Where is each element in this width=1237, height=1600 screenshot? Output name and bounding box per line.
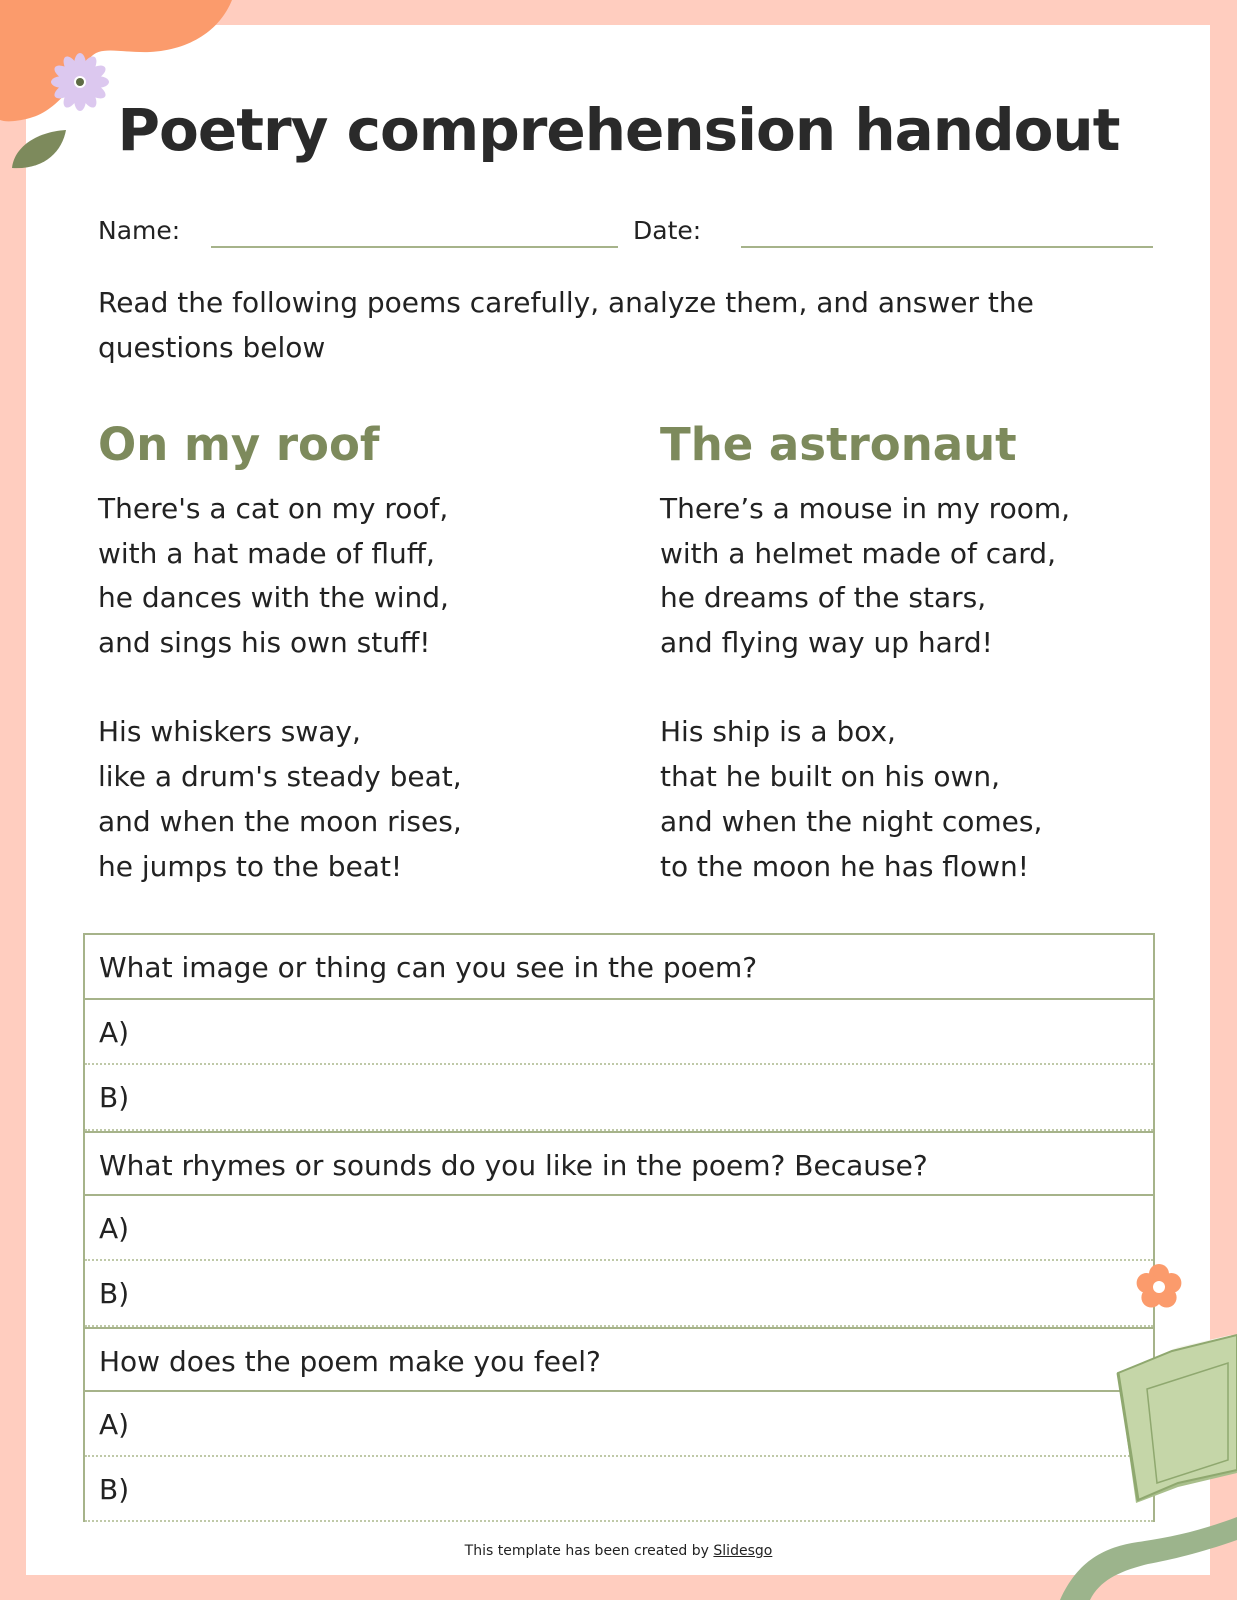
stanza-gap [98,666,618,711]
poem-line: There’s a mouse in my room, [660,492,1071,525]
answer-line[interactable]: A) [85,1196,1153,1261]
poem-line: and when the moon rises, [98,804,462,838]
flower-icon [1137,1264,1182,1308]
poem-line: and sings his own stuff! [98,626,431,660]
poem-body [98,487,618,889]
poem-line: and when the night comes, [660,804,1043,838]
answer-line[interactable]: B) [85,1065,1153,1130]
book-icon [1118,1335,1237,1503]
questions-table [83,933,1155,1522]
poem-line: he jumps to the beat! [98,849,403,883]
answer-line[interactable]: B) [85,1261,1153,1326]
poem-line: with a hat made of fluff, [98,536,435,570]
poem-body [660,487,1180,889]
question-row: What rhymes or sounds do you like in the poem? Because? [85,1131,1153,1196]
page-title: Poetry comprehension handout [117,96,1120,164]
footer-text: This template has been created by [464,1543,714,1559]
answer-line[interactable]: A) [85,1392,1153,1457]
poem-line: There's a cat on my roof, [98,492,449,525]
name-label: Name: [98,216,181,245]
stanza-gap [660,666,1180,711]
poem-line: His ship is a box, [660,715,896,749]
instructions-text: Read the following poems carefully, analyze them, and answer the questions below [98,286,1034,364]
name-field[interactable] [211,246,618,248]
poem-title: The astronaut [660,418,1017,471]
poem-line: and flying way up hard! [660,626,993,660]
poem-line: that he built on his own, [660,760,1001,794]
answer-line[interactable]: A) [85,1000,1153,1065]
slidesgo-link[interactable]: Slidesgo [713,1543,773,1559]
poem-title: On my roof [98,418,380,471]
question-row: How does the poem make you feel? [85,1327,1153,1392]
date-field[interactable] [741,246,1153,248]
date-label: Date: [633,216,702,245]
question-row: What image or thing can you see in the poem? [85,935,1153,1000]
footer [0,1540,1237,1562]
poem-line: His whiskers sway, [98,715,361,749]
poem-line: he dances with the wind, [98,581,449,615]
poem-line: with a helmet made of card, [660,536,1056,570]
poem-line: he dreams of the stars, [660,581,987,615]
answer-line[interactable]: B) [85,1457,1153,1522]
poem-line: like a drum's steady beat, [98,760,462,794]
poem-line: to the moon he has flown! [660,849,1029,883]
